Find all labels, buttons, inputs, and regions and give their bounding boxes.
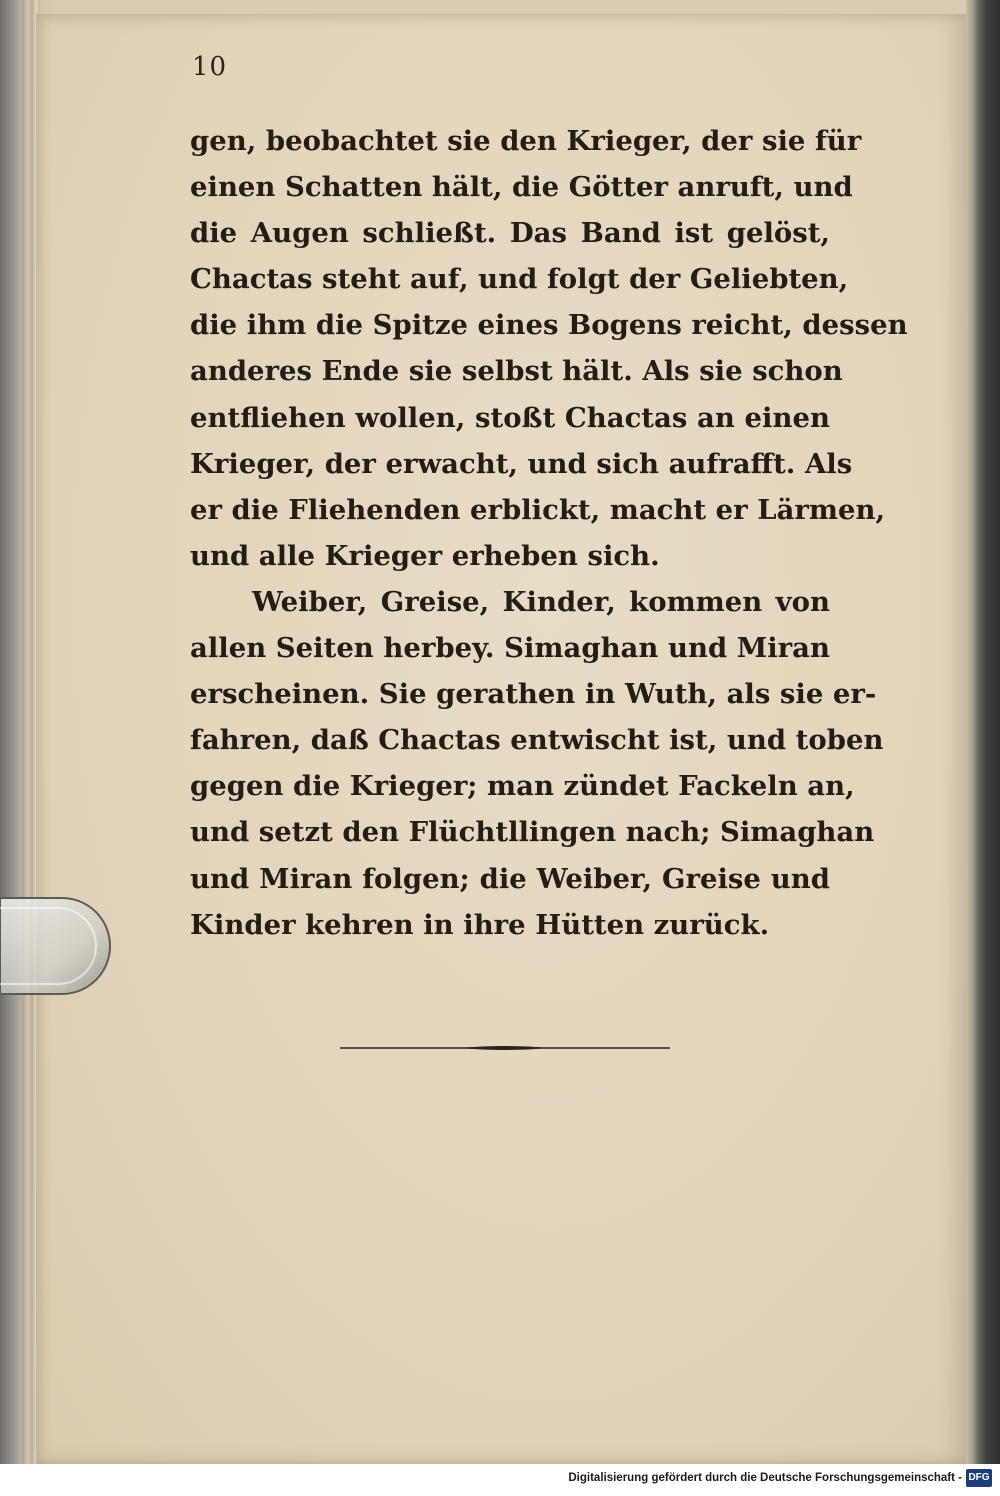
text-line: erscheinen. Sie gerathen in Wuth, als sie er- bbox=[190, 678, 877, 711]
book-gutter-shadow bbox=[966, 0, 1000, 1496]
page-number: 10 bbox=[192, 52, 228, 82]
text-line: und alle Krieger erheben sich. bbox=[190, 539, 660, 572]
paragraph-1 bbox=[190, 118, 908, 579]
book-clip-holder bbox=[0, 890, 110, 1002]
text-line: die ihm die Spitze eines Bogens reicht, dessen bbox=[190, 309, 908, 342]
body-text bbox=[190, 118, 908, 948]
text-line: Weiber, Greise, Kinder, kommen von bbox=[252, 585, 830, 618]
dfg-logo: DFG bbox=[966, 1469, 992, 1487]
text-line: fahren, daß Chactas entwischt ist, und toben bbox=[190, 724, 884, 757]
text-line: gen, beobachtet sie den Krieger, der sie für bbox=[190, 125, 862, 157]
text-line: und setzt den Flüchtllingen nach; Simaghan bbox=[190, 816, 875, 849]
text-line: gegen die Krieger; man zündet Fackeln an, bbox=[190, 770, 855, 803]
text-line: allen Seiten herbey. Simaghan und Miran bbox=[190, 632, 830, 665]
text-line: anderes Ende sie selbst hält. Als sie schon bbox=[190, 355, 843, 388]
text-line: Kinder kehren in ihre Hütten zurück. bbox=[190, 908, 770, 941]
text-line: entfliehen wollen, stoßt Chactas an einen bbox=[190, 401, 830, 434]
text-line: einen Schatten hält, die Götter anruft, und bbox=[190, 171, 853, 204]
paragraph-2 bbox=[190, 579, 884, 948]
text-line: er die Fliehenden erblickt, macht er Lärmen, bbox=[190, 493, 886, 526]
text-line: die Augen schließt. Das Band ist gelöst, bbox=[190, 217, 830, 250]
text-line: Krieger, der erwacht, und sich aufrafft. Als bbox=[190, 447, 853, 480]
section-end-ornament bbox=[340, 1044, 670, 1052]
text-line: und Miran folgen; die Weiber, Greise und bbox=[190, 862, 830, 895]
digitization-credit: Digitalisierung gefördert durch die Deutsche Forschungsgemeinschaft - bbox=[568, 1472, 962, 1484]
text-line: Chactas steht auf, und folgt der Geliebten, bbox=[190, 263, 849, 296]
